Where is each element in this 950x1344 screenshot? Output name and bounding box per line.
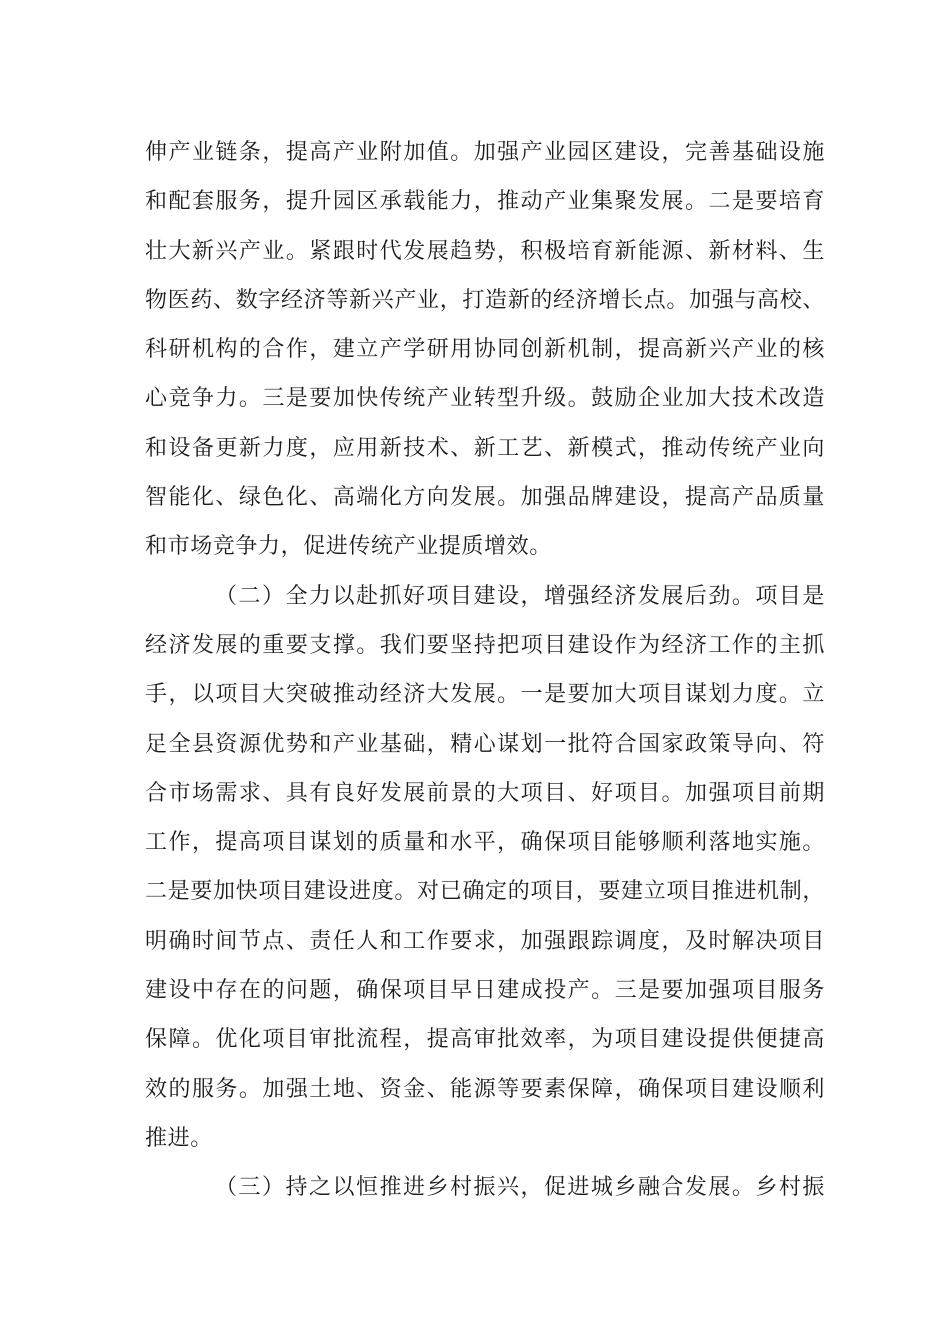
text-line: 智能化、绿色化、高端化方向发展。加强品牌建设，提高产品质量 — [145, 485, 825, 511]
text-line: 手，以项目大突破推动经济大发展。一是要加大项目谋划力度。立 — [145, 682, 825, 708]
body-text — [145, 128, 825, 1213]
text-line: 明确时间节点、责任人和工作要求，加强跟踪调度，及时解决项目 — [145, 928, 825, 954]
text-line: 和市场竞争力，促进传统产业提质增效。 — [145, 534, 552, 560]
text-line: 物医药、数字经济等新兴产业，打造新的经济增长点。加强与高校、 — [145, 287, 825, 313]
text-line: 效的服务。加强土地、资金、能源等要素保障，确保项目建设顺利 — [145, 1076, 825, 1102]
paragraph-project-construction — [145, 572, 825, 1164]
text-line: 保障。优化项目审批流程，提高审批效率，为项目建设提供便捷高 — [145, 1027, 825, 1053]
text-line: 合市场需求、具有良好发展前景的大项目、好项目。加强项目前期 — [145, 780, 825, 806]
text-line: 心竞争力。三是要加快传统产业转型升级。鼓励企业加大技术改造 — [145, 386, 825, 412]
text-line: 壮大新兴产业。紧跟时代发展趋势，积极培育新能源、新材料、生 — [145, 238, 825, 264]
paragraph-industry-continued — [145, 128, 825, 572]
text-line: 和设备更新力度，应用新技术、新工艺、新模式，推动传统产业向 — [145, 435, 825, 461]
text-line: 建设中存在的问题，确保项目早日建成投产。三是要加强项目服务 — [145, 978, 825, 1004]
text-line: 推进。 — [145, 1125, 213, 1151]
paragraph-heading-line: （二）全力以赴抓好项目建设，增强经济发展后劲。项目是 — [215, 583, 825, 609]
text-line: 伸产业链条，提高产业附加值。加强产业园区建设，完善基础设施 — [145, 140, 825, 165]
text-line: 科研机构的合作，建立产学研用协同创新机制，提高新兴产业的核 — [145, 337, 825, 363]
text-line: 足全县资源优势和产业基础，精心谋划一批符合国家政策导向、符 — [145, 731, 825, 757]
paragraph-heading-line: （三）持之以恒推进乡村振兴，促进城乡融合发展。乡村振 — [215, 1175, 825, 1201]
paragraph-rural-revitalization — [145, 1163, 825, 1212]
text-line: 经济发展的重要支撑。我们要坚持把项目建设作为经济工作的主抓 — [145, 632, 825, 658]
text-line: 二是要加快项目建设进度。对已确定的项目，要建立项目推进机制， — [145, 879, 825, 905]
text-line: 和配套服务，提升园区承载能力，推动产业集聚发展。二是要培育 — [145, 189, 825, 215]
text-line: 工作，提高项目谋划的质量和水平，确保项目能够顺利落地实施。 — [145, 830, 825, 856]
